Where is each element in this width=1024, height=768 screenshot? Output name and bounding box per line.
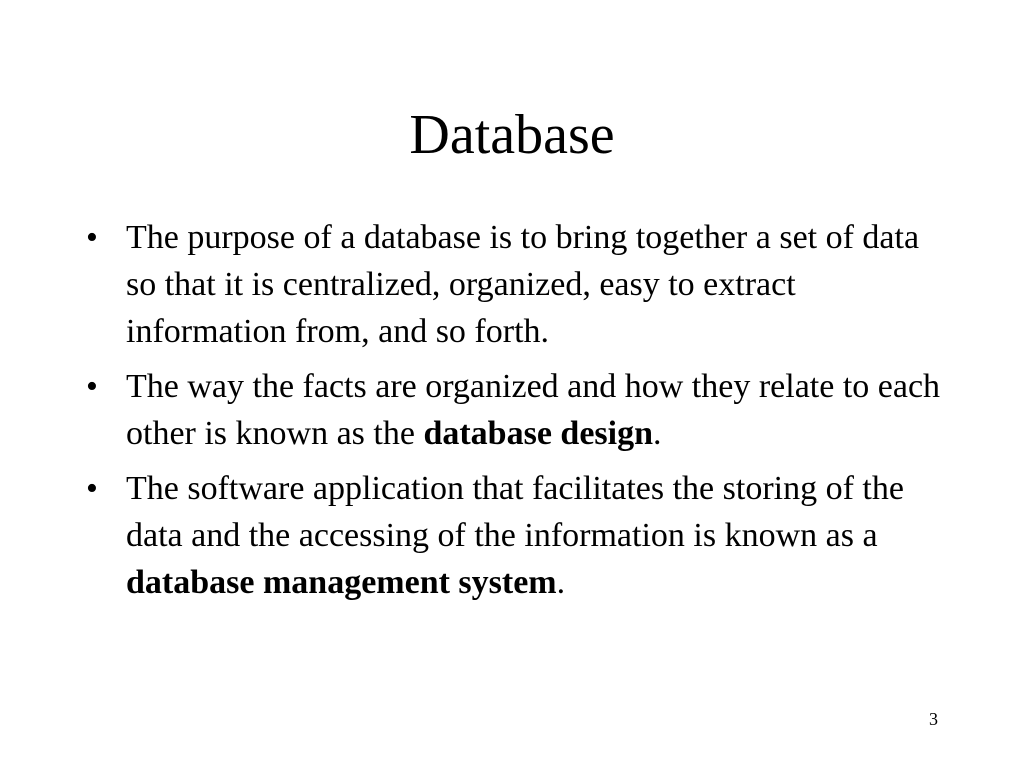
bullet-text: The way the facts are organized and how they relate to each other is known as the — [126, 368, 941, 452]
bullet-item-purpose — [86, 214, 956, 355]
slide-title: Database — [409, 104, 615, 166]
bullet-text: The purpose of a database is to bring together a set of data so that it is centralized, organized, easy to extract information from, and so forth. — [126, 219, 920, 350]
bullet-marker: • — [86, 368, 98, 405]
bullet-item-database-design — [86, 363, 956, 457]
bullet-text-end: . — [653, 415, 662, 452]
bullet-item-dbms — [86, 465, 956, 606]
bullet-text-end: . — [556, 564, 566, 601]
page-number: 3 — [929, 709, 938, 729]
bullet-bold-term: database management system — [126, 564, 557, 601]
bullet-marker: • — [86, 470, 98, 507]
bullet-text: The software application that facilitates the storing of the data and the accessing of the information is known as a — [126, 470, 904, 554]
bullet-marker: • — [86, 219, 98, 256]
bullet-bold-term: database design — [423, 415, 654, 452]
bullet-list — [86, 214, 956, 614]
